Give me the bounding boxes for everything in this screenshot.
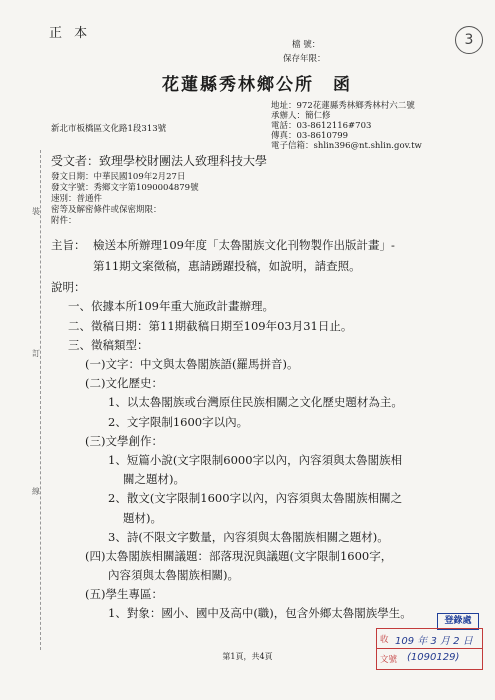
registry-stamp: 登錄處 xyxy=(437,613,479,630)
receipt-date-label: 收 xyxy=(380,635,389,645)
sub-item-3: (三)文學創作： xyxy=(85,434,163,448)
item-2: 二、徵稿日期：第11期截稿日期至109年03月31日止。 xyxy=(68,319,353,333)
sub-item-1: (一)文字：中文與太魯閣族語(羅馬拼音)。 xyxy=(85,357,299,371)
organization-title: 花蓮縣秀林鄉公所 函 xyxy=(162,75,352,95)
recipient-address: 新北市板橋區文化路1段313號 xyxy=(51,124,167,134)
document-copy-mark: 正 本 xyxy=(49,26,92,41)
page-footer: 第1頁，共4頁 xyxy=(222,652,273,661)
subject-line-1: 檢送本所辦理109年度「太魯閣族文化刊物製作出版計畫」- xyxy=(93,238,395,252)
sub-item-5-1: 1、對象：國小、國中及高中(職)，包含外鄉太魯閣族學生。 xyxy=(108,606,412,620)
sub-item-4a: (四)太魯閣族相關議題：部落現況與議題(文字限制1600字， xyxy=(85,549,393,563)
sub-item-5: (五)學生專區： xyxy=(85,587,163,601)
archive-number-label: 檔 號： xyxy=(292,40,321,50)
issue-number: 發文字號：秀鄉文字第1090004879號 xyxy=(51,183,199,193)
binding-mark-1: 裝 xyxy=(32,207,40,216)
sub-item-3-1b: 關之題材)。 xyxy=(123,472,185,486)
recipient: 受文者：致理學校財團法人致理科技大學 xyxy=(51,154,268,168)
speed-class: 速別：普通件 xyxy=(51,194,103,204)
secrecy-level: 密等及解密條件或保密期限： xyxy=(51,205,162,215)
sub-item-3-2a: 2、散文(文字限制1600字以內，內容須與太魯閣族相關之 xyxy=(108,491,403,505)
binding-mark-2: 訂 xyxy=(32,349,40,358)
sub-item-4b: 內容須與太魯閣族相關)。 xyxy=(108,568,239,582)
sub-item-3-2b: 題材)。 xyxy=(123,511,162,525)
receipt-date-handwritten: 109 年 3 月 2 日 xyxy=(395,636,473,647)
binding-line xyxy=(40,150,41,650)
retention-label: 保存年限： xyxy=(283,54,326,64)
sender-contact: 承辦人：簡仁修 xyxy=(271,111,331,121)
sub-item-3-3: 3、詩(不限文字數量，內容須與太魯閣族相關之題材)。 xyxy=(108,530,389,544)
sub-item-2-1: 1、以太魯閣族或台灣原住民族相關之文化歷史題材為主。 xyxy=(108,395,403,409)
sender-fax: 傳真：03-8610799 xyxy=(271,131,349,141)
page-circle-mark: 3 xyxy=(455,26,483,54)
sub-item-2: (二)文化歷史： xyxy=(85,376,163,390)
sender-email: 電子信箱：shlin396@nt.shlin.gov.tw xyxy=(271,141,422,151)
issue-date: 發文日期：中華民國109年2月27日 xyxy=(51,172,186,182)
binding-mark-3: 線 xyxy=(32,487,40,496)
receipt-number-handwritten: (1090129) xyxy=(407,652,460,663)
sender-phone: 電話：03-8612116#703 xyxy=(271,121,372,131)
sub-item-3-1a: 1、短篇小說(文字限制6000字以內，內容須與太魯閣族相 xyxy=(108,453,403,467)
subject-line-2: 第11期文案徵稿，惠請踴躍投稿，如說明，請查照。 xyxy=(93,259,361,273)
receipt-stamp xyxy=(376,628,483,670)
item-1: 一、依據本所109年重大施政計畫辦理。 xyxy=(68,299,274,313)
subject-label: 主旨： xyxy=(51,238,86,252)
receipt-divider xyxy=(377,648,482,649)
sender-address: 地址：972花蓮縣秀林鄉秀林村六二號 xyxy=(271,101,415,111)
receipt-number-label: 文號 xyxy=(380,655,398,665)
sub-item-2-2: 2、文字限制1600字以內。 xyxy=(108,415,249,429)
explanation-label: 說明： xyxy=(51,280,86,294)
item-3: 三、徵稿類型： xyxy=(68,338,149,352)
attachment: 附件： xyxy=(51,216,77,226)
